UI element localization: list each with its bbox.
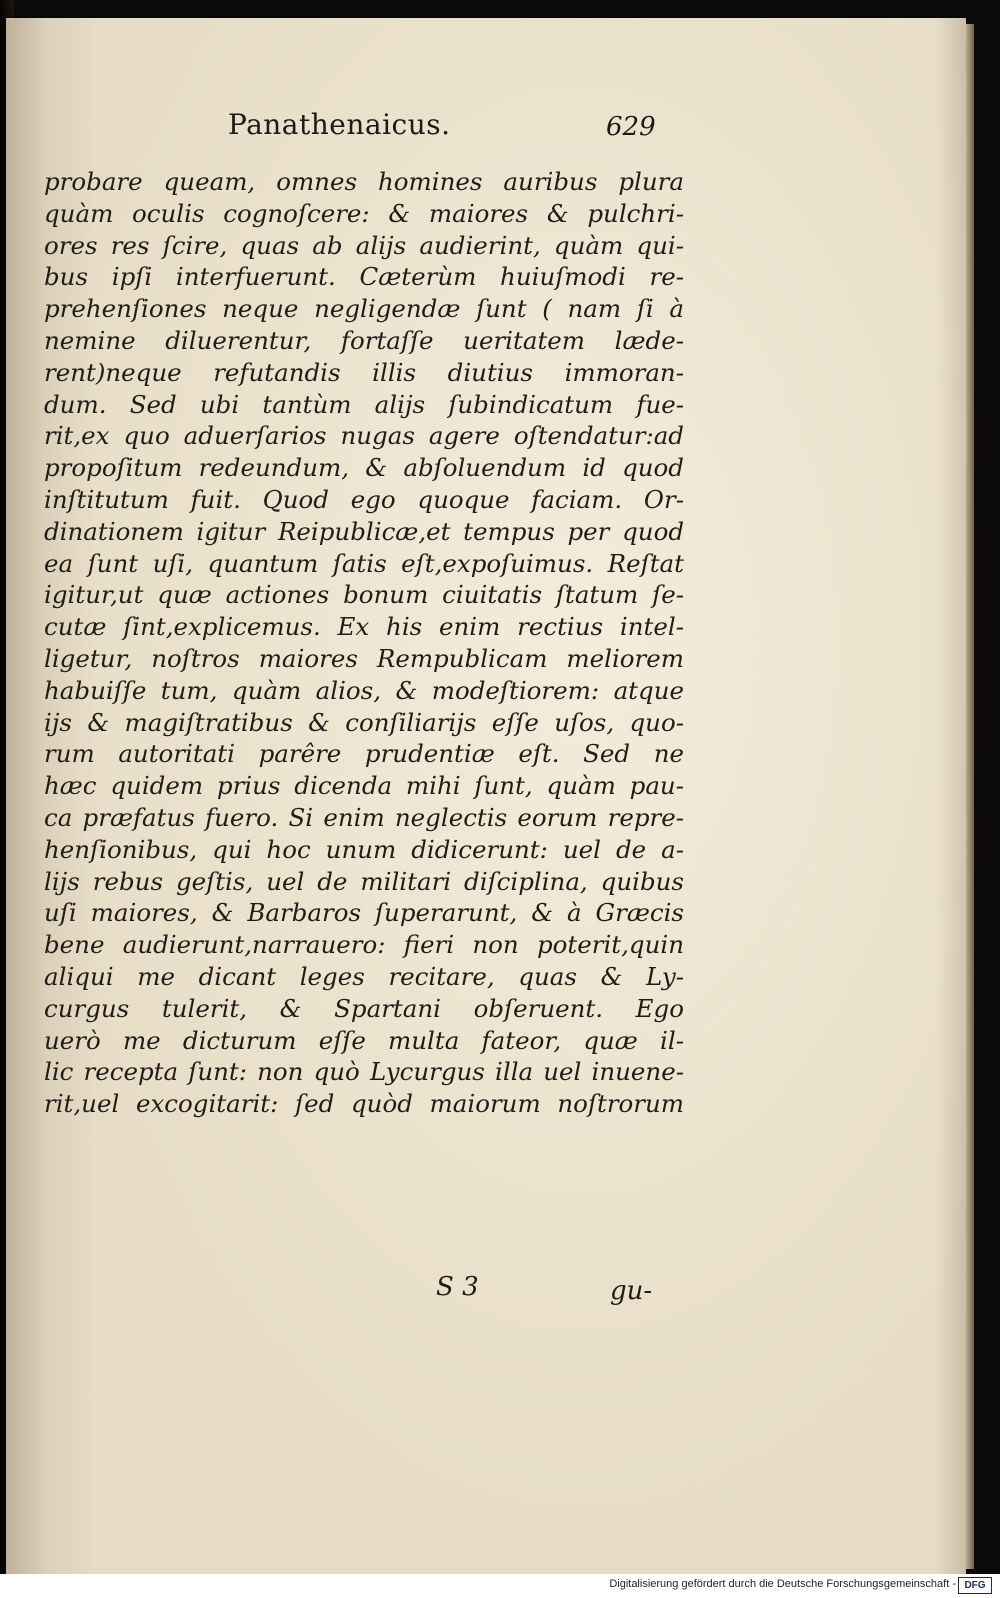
signature-mark: S 3 (436, 1272, 479, 1302)
text-line: nemine diluerentur, fortaſſe ueritatem læde- (44, 325, 684, 355)
text-line: liјs rebus geſtis, uel de militari diſciplina, quibus (44, 866, 684, 896)
text-line: ea ſunt uſi, quantum ſatis eſt,expoſuimus. Reſtat (44, 548, 684, 578)
text-line: uerò me dicturum eſſe multa fateor, quæ il- (44, 1025, 684, 1055)
text-line: rum autoritati parêre prudentiæ eſt. Sed ne (44, 739, 684, 769)
text-line: dinationem igitur Reipublicæ,et tempus per quod (44, 516, 684, 546)
text-line: hæc quidem prius dicenda mihi ſunt, quàm pau- (44, 771, 684, 801)
text-line: rit,uel excogitarit: ſed quòd maiorum noſtrorum (44, 1089, 684, 1119)
text-line: ca præfatus fuero. Si enim neglectis eorum repre- (44, 802, 684, 832)
text-line: rit,ex quo aduerſarios nugas agere oſtendatur:ad (44, 421, 684, 451)
text-line: lic recepta ſunt: non quò Lycurgus illa uel inuene- (44, 1057, 684, 1087)
catchword: gu- (610, 1276, 653, 1306)
text-line: aliqui me dicant leges recitare, quas & Ly- (44, 961, 684, 991)
page-edge (966, 24, 974, 1569)
text-line: uſi maiores, & Barbaros ſuperarunt, & à Græcis (44, 898, 684, 928)
text-line: iјs & magiſtratibus & conſiliariјs eſſe uſos, quo- (44, 707, 684, 737)
dfg-logo: DFG (958, 1577, 992, 1594)
text-line: henſionibus, qui hoc unum didicerunt: uel de a- (44, 834, 684, 864)
text-line: quàm oculis cognoſcere: & maiores & pulchri- (44, 198, 684, 228)
page-foot (6, 1272, 966, 1308)
text-line: igitur,ut quæ actiones bonum ciuitatis ſtatum ſe- (44, 580, 684, 610)
text-line: propoſitum redeundum, & abſoluendum id quod (44, 453, 684, 483)
text-line: probare queam, omnes homines auribus plura (44, 167, 684, 196)
text-line: bus ipſi interfuerunt. Cæterùm huiuſmodi re- (44, 262, 684, 292)
funding-credit: Digitalisierung gefördert durch die Deutsche Forschungsgemeinschaft - (609, 1578, 956, 1590)
text-line: cutæ ſint,explicemus. Ex his enim rectius intel- (44, 612, 684, 642)
text-line: habuiſſe tum, quàm alios, & modeſtiorem: atque (44, 675, 684, 705)
running-head: Panathenaicus. (228, 108, 451, 141)
page-number: 629 (606, 112, 656, 142)
book-page (6, 18, 966, 1574)
page-header (6, 108, 966, 148)
text-line: dum. Sed ubi tantùm aliјs ſubindicatum fue- (44, 389, 684, 419)
text-line: bene audierunt,narrauero: fieri non poterit,quin (44, 930, 684, 960)
digitization-footer (0, 1574, 1000, 1598)
text-line: ores res ſcire, quas ab aliјs audierint, quàm qui- (44, 230, 684, 260)
text-line: rent)neque refutandis illis diutius immoran- (44, 357, 684, 387)
body-text (44, 166, 684, 1120)
text-line: ligetur, noſtros maiores Rempublicam meliorem (44, 643, 684, 673)
text-line: inſtitutum fuit. Quod ego quoque faciam. Or- (44, 484, 684, 514)
text-line: curgus tulerit, & Spartani obſeruent. Ego (44, 993, 684, 1023)
text-line: prehenſiones neque negligendæ ſunt ( nam ſi à (44, 294, 684, 324)
